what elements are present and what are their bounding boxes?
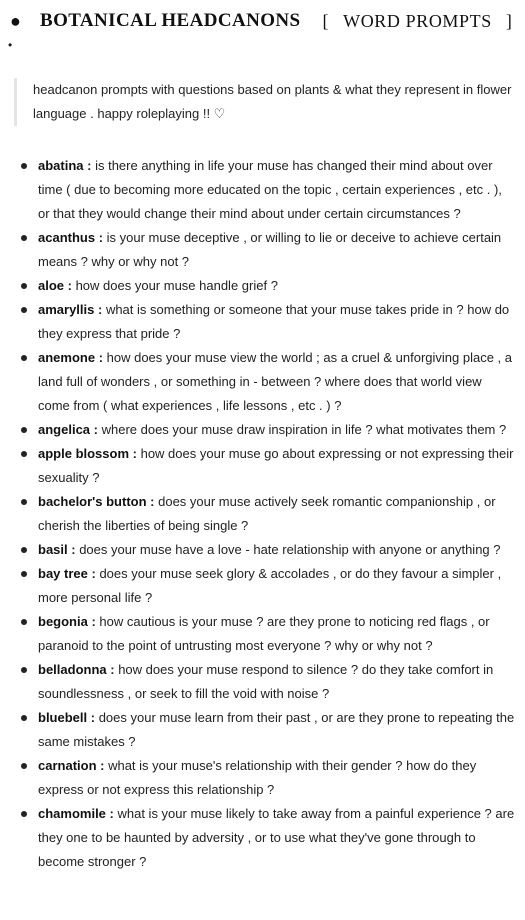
prompt-text: is your muse deceptive , or willing to lie or deceive to achieve certain means ? why or why not ? xyxy=(38,230,502,269)
page-subtitle: WORD PROMPTS xyxy=(343,10,492,31)
term-separator: : xyxy=(90,422,102,437)
prompt-text: does your muse seek glory & accolades , or do they favour a simpler , more personal life ? xyxy=(38,566,502,605)
prompt-term: angelica xyxy=(38,422,91,437)
term-separator: : xyxy=(64,278,76,293)
intro-text: headcanon prompts with questions based on plants & what they represent in flower language . happy roleplaying !! ♡ xyxy=(33,82,512,121)
term-separator: : xyxy=(87,566,100,581)
list-item xyxy=(0,418,525,442)
term-separator: : xyxy=(106,662,119,677)
prompt-text: does your muse learn from their past , or are they prone to repeating the same mistakes ? xyxy=(38,710,515,749)
list-item xyxy=(0,802,525,874)
bullet-icon: ● xyxy=(10,10,21,31)
subtitle-group xyxy=(323,11,513,32)
list-item xyxy=(0,154,525,226)
term-separator: : xyxy=(129,446,141,461)
prompt-term: belladonna xyxy=(38,662,107,677)
page-title: BOTANICAL HEADCANONS xyxy=(40,10,301,31)
term-separator: : xyxy=(105,806,118,821)
prompt-text: does your muse actively seek romantic companionship , or cherish the liberties of being single ? xyxy=(38,494,496,533)
prompt-term: chamomile xyxy=(38,806,106,821)
intro-blockquote xyxy=(14,78,523,126)
term-separator: : xyxy=(96,758,109,773)
prompt-text: where does your muse draw inspiration in life ? what motivates them ? xyxy=(101,422,507,437)
list-item xyxy=(0,754,525,802)
close-bracket: ] xyxy=(505,10,513,31)
prompt-term: acanthus xyxy=(38,230,96,245)
term-separator: : xyxy=(94,302,106,317)
prompt-text: how does your muse respond to silence ? do they take comfort in soundlessness , or seek to fill the void with noise ? xyxy=(38,662,494,701)
prompt-term: bay tree xyxy=(38,566,88,581)
prompt-term: bachelor's button xyxy=(38,494,147,509)
list-item xyxy=(0,298,525,346)
term-separator: : xyxy=(87,614,100,629)
list-item xyxy=(0,490,525,538)
prompt-text: what is your muse likely to take away from a painful experience ? are they one to be haunted by adversity , or to use what they've gone through to become stronger ? xyxy=(38,806,515,869)
prompt-term: apple blossom xyxy=(38,446,130,461)
header xyxy=(10,6,520,36)
term-separator: : xyxy=(146,494,159,509)
term-separator: : xyxy=(95,230,107,245)
prompt-text: what is something or someone that your muse takes pride in ? how do they express that pride ? xyxy=(38,302,510,341)
prompt-term: bluebell xyxy=(38,710,88,725)
open-bracket: [ xyxy=(322,10,330,31)
list-item xyxy=(0,538,525,562)
list-item xyxy=(0,610,525,658)
prompt-list xyxy=(0,154,525,874)
term-separator: : xyxy=(87,710,99,725)
list-item xyxy=(0,274,525,298)
prompt-term: amaryllis xyxy=(38,302,95,317)
list-item xyxy=(0,658,525,706)
prompt-term: begonia xyxy=(38,614,88,629)
list-item xyxy=(0,226,525,274)
prompt-text: how does your muse go about expressing or not expressing their sexuality ? xyxy=(38,446,514,485)
prompt-text: how does your muse view the world ; as a cruel & unforgiving place , a land full of wonders , or something in - between ? where does that world view come from ( what experiences , life lessons , etc . ) ? xyxy=(38,350,513,413)
separator-dot: • xyxy=(8,38,13,52)
prompt-term: basil xyxy=(38,542,68,557)
term-separator: : xyxy=(83,158,96,173)
prompt-term: abatina xyxy=(38,158,84,173)
prompt-text: is there anything in life your muse has changed their mind about over time ( due to becoming more educated on the topic , certain experiences , etc . ), or that they would change their mind about under certain circumstances ? xyxy=(38,158,502,221)
prompt-text: how does your muse handle grief ? xyxy=(75,278,278,293)
term-separator: : xyxy=(95,350,107,365)
list-item xyxy=(0,346,525,418)
prompt-text: does your muse have a love - hate relationship with anyone or anything ? xyxy=(79,542,501,557)
list-item xyxy=(0,562,525,610)
prompt-term: aloe xyxy=(38,278,65,293)
prompt-term: anemone xyxy=(38,350,96,365)
list-item xyxy=(0,442,525,490)
list-item xyxy=(0,706,525,754)
prompt-text: how cautious is your muse ? are they prone to noticing red flags , or paranoid to the point of untrusting most everyone ? why or why not ? xyxy=(38,614,490,653)
prompt-text: what is your muse's relationship with their gender ? how do they express or not express this relationship ? xyxy=(38,758,477,797)
prompt-term: carnation xyxy=(38,758,97,773)
term-separator: : xyxy=(67,542,80,557)
